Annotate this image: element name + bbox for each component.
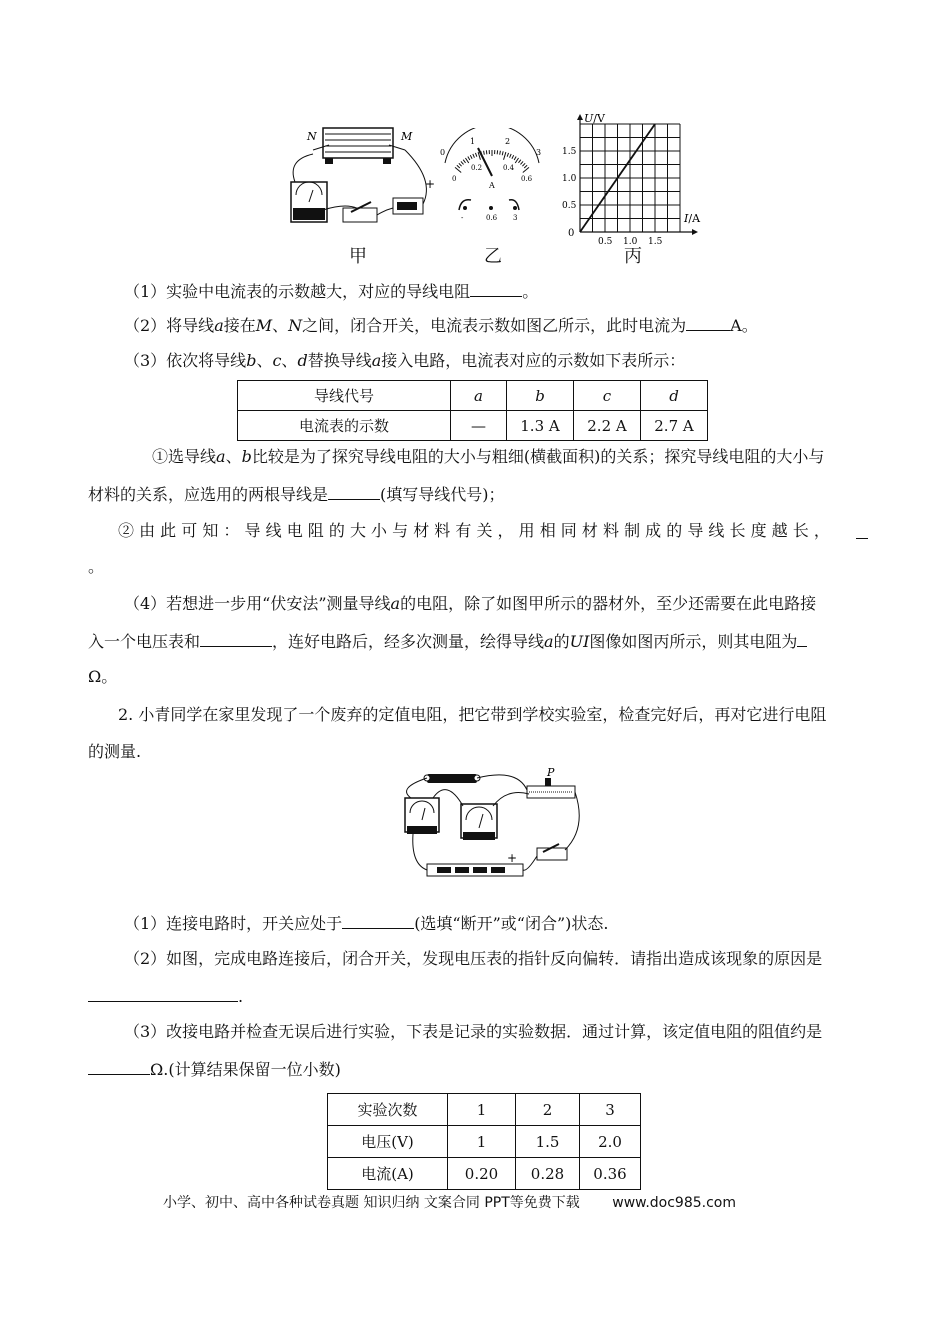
figure-bing-ui-graph	[560, 110, 710, 245]
table-row	[328, 1094, 641, 1126]
table-cell: 1	[448, 1126, 516, 1158]
ammeter-tick	[522, 163, 525, 166]
answer-blank[interactable]	[200, 630, 272, 647]
label-M: M	[401, 130, 413, 143]
terminal-3: 3	[513, 214, 518, 222]
ammeter-top-0: 0	[440, 148, 446, 157]
x-axis-arrow	[692, 229, 698, 235]
label-plus: +	[507, 851, 518, 865]
figure-jia-circuit	[285, 120, 445, 235]
answer-blank[interactable]	[470, 280, 522, 297]
q1-part4-line2: 入一个电压表和 ，连好电路后，经多次测量，绘得导线a的UI图像如图丙所示，则其电阻为	[88, 630, 807, 653]
footer-text: 小学、初中、高中各种试卷真题 知识归纳 文案合同 PPT等免费下载	[163, 1195, 580, 1211]
ammeter-bottom-3: 0.6	[521, 175, 533, 183]
ammeter-tick	[512, 155, 514, 159]
table-cell: 0.20	[448, 1158, 516, 1190]
ammeter-tick	[468, 157, 470, 160]
table-cell: d	[641, 381, 708, 411]
table-cell: 2.2 A	[574, 411, 641, 441]
ammeter-tick	[465, 158, 468, 163]
terminal-neg: -	[461, 214, 464, 222]
q2-circuit-figure	[397, 768, 587, 883]
y-tick-label: 0.5	[562, 201, 577, 211]
table-cell: 0.36	[580, 1158, 641, 1190]
table-cell: c	[574, 381, 641, 411]
table-row	[328, 1126, 641, 1158]
table-row	[328, 1158, 641, 1190]
ammeter-bottom-2: 0.4	[503, 164, 515, 172]
table-cell: 0.28	[516, 1158, 580, 1190]
label-P: P	[547, 768, 555, 779]
footer-url[interactable]: www.doc985.com	[612, 1195, 736, 1211]
y-tick-label: 1.0	[562, 174, 577, 184]
q2-part2-line1: （2）如图，完成电路连接后，闭合开关，发现电压表的指针反向偏转．请指出造成该现象的原因是	[124, 949, 823, 968]
ammeter-top-3: 3	[536, 148, 542, 157]
ammeter-tick	[473, 154, 475, 158]
q1-part4-line3: Ω。	[88, 667, 118, 686]
ammeter-tick	[475, 153, 476, 157]
q2-part1: （1）连接电路时，开关应处于 (选填“断开”或“闭合”)状态.	[124, 914, 609, 933]
ammeter-tick	[523, 167, 529, 172]
caption-yi: 乙	[484, 246, 502, 267]
x-tick-label: 1.0	[623, 237, 638, 245]
q1-table	[237, 380, 708, 441]
ammeter-tick	[502, 151, 503, 155]
ammeter-tick	[455, 167, 461, 172]
table-cell: 1.5	[516, 1126, 580, 1158]
q2-table	[327, 1093, 641, 1190]
table-cell: 3	[580, 1094, 641, 1126]
q2-intro-line2: 的测量.	[88, 742, 142, 761]
label-N: N	[307, 130, 317, 143]
chart-xlabel: I/A	[684, 212, 701, 225]
table-cell: 电压(V)	[328, 1126, 448, 1158]
chart-ylabel: U/V	[584, 112, 605, 125]
q1-sub2-line1: ② 由 此 可 知 ： 导 线 电 阻 的 大 小 与 材 料 有 关 ， 用 相 同 材 料 制 成 的 导 线 长 度 越 长 ，	[118, 521, 830, 540]
q1-part3: （3）依次将导线b、c、d替换导线a接入电路，电流表对应的示数如下表所示：	[124, 351, 686, 370]
answer-blank[interactable]	[342, 912, 414, 929]
table-cell: 实验次数	[328, 1094, 448, 1126]
q1-part1: （1）实验中电流表的示数越大，对应的导线电阻 。	[124, 282, 539, 301]
ammeter-tick	[515, 158, 518, 163]
table-cell: 1	[448, 1094, 516, 1126]
label-plus: +	[425, 177, 436, 191]
q1-part2: （2）将导线a接在M、N之间，闭合开关，电流表示数如图乙所示，此时电流为 A。	[124, 316, 758, 335]
ammeter-tick	[524, 165, 527, 168]
ammeter-tick	[520, 161, 523, 164]
table-row	[238, 381, 708, 411]
q1-sub1-line2: 材料的关系，应选用的两根导线是 (填写导线代号)；	[88, 485, 505, 504]
table-cell: 导线代号	[238, 381, 451, 411]
ammeter-tick	[470, 155, 472, 159]
table-cell: 电流表的示数	[238, 411, 451, 441]
terminal-06: 0.6	[486, 214, 498, 222]
ammeter-bottom-1: 0.2	[471, 164, 483, 172]
y-tick-label: 1.5	[562, 147, 577, 157]
table-row	[238, 411, 708, 441]
q2-part2-line2: .	[88, 985, 243, 1008]
y-axis-arrow	[577, 114, 583, 120]
ammeter-tick	[500, 151, 501, 155]
q2-part3-line2: Ω.(计算结果保留一位小数)	[88, 1058, 341, 1081]
origin-label: 0	[568, 228, 575, 239]
q1-sub2-line2: 。	[88, 557, 105, 576]
ammeter-tick	[459, 163, 462, 166]
table-cell: 电流(A)	[328, 1158, 448, 1190]
answer-blank[interactable]	[328, 483, 380, 500]
ammeter-tick	[510, 154, 512, 158]
q2-part3-line1: （3）改接电路并检查无误后进行实验，下表是记录的实验数据．通过计算，该定值电阻的阻值约是	[124, 1022, 823, 1041]
ammeter-bottom-0: 0	[452, 175, 457, 183]
table-cell: 2.7 A	[641, 411, 708, 441]
table-cell: a	[451, 381, 507, 411]
ammeter-tick	[504, 152, 506, 160]
table-cell: —	[451, 411, 507, 441]
q2-intro-line1: 2. 小青同学在家里发现了一个废弃的定值电阻，把它带到学校实验室，检查完好后，再对它进行电阻	[118, 705, 827, 724]
answer-blank[interactable]	[686, 314, 730, 331]
answer-blank[interactable]	[856, 522, 868, 539]
q1-sub1-line1: ①选导线a、b比较是为了探究导线电阻的大小与粗细(横截面积)的关系；探究导线电阻的大小与	[152, 447, 825, 466]
ammeter-top-1: 1	[470, 137, 476, 146]
x-tick-label: 1.5	[648, 237, 663, 245]
ammeter-tick	[463, 160, 465, 163]
ammeter-tick	[461, 161, 464, 164]
answer-blank[interactable]	[88, 1058, 150, 1075]
ammeter-tick	[514, 157, 516, 160]
table-cell: 1.3 A	[507, 411, 574, 441]
answer-blank[interactable]	[797, 630, 807, 647]
caption-jia: 甲	[349, 246, 367, 267]
ammeter-top-2: 2	[505, 137, 511, 146]
table-cell: 2.0	[580, 1126, 641, 1158]
table-cell: b	[507, 381, 574, 411]
ammeter-tick	[457, 165, 460, 168]
ammeter-tick	[518, 160, 520, 163]
figure-yi-ammeter	[435, 128, 550, 228]
ammeter-unit: A	[489, 181, 495, 190]
answer-blank[interactable]	[88, 985, 238, 1002]
caption-bing: 丙	[624, 246, 642, 267]
q1-part4-line1: （4）若想进一步用“伏安法”测量导线a的电阻，除了如图甲所示的器材外，至少还需要在此电路接	[124, 594, 817, 613]
footer	[163, 1192, 736, 1212]
ammeter-tick	[484, 151, 485, 155]
table-cell: 2	[516, 1094, 580, 1126]
ammeter-tick	[507, 153, 508, 157]
x-tick-label: 0.5	[598, 237, 613, 245]
